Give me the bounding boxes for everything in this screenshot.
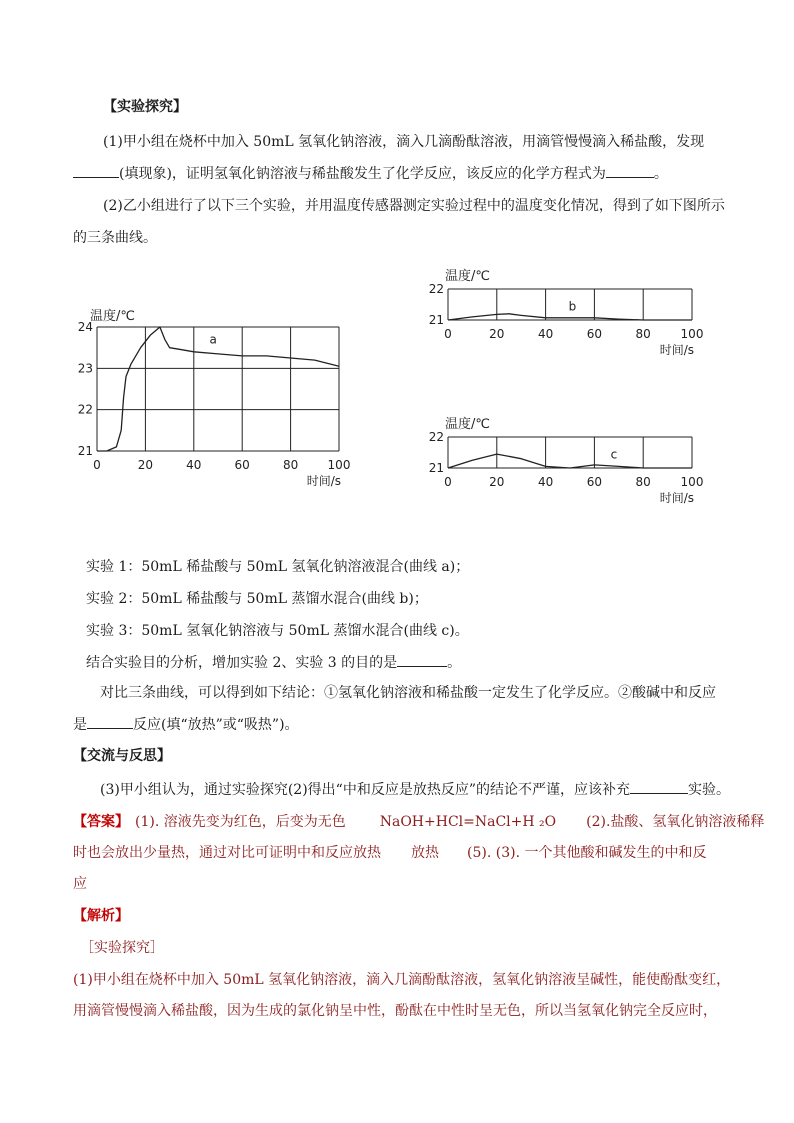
x-tick-label: 80 bbox=[635, 475, 651, 489]
x-axis-label: 时间/s bbox=[306, 474, 341, 488]
answer-part-1: (1). 溶液先变为红色，后变为无色 bbox=[135, 814, 346, 830]
curve-annotation: a bbox=[209, 332, 217, 347]
paragraph-3 bbox=[100, 779, 730, 800]
x-tick-label: 0 bbox=[93, 458, 101, 472]
conclusion-text: 是 bbox=[73, 717, 87, 733]
y-tick-label: 22 bbox=[428, 282, 444, 296]
analysis-section: ［实验探究］ bbox=[80, 940, 164, 956]
series-line-a bbox=[97, 327, 339, 451]
x-tick-label: 20 bbox=[489, 475, 505, 489]
y-tick-label: 21 bbox=[428, 461, 444, 475]
y-tick-label: 22 bbox=[77, 402, 93, 417]
x-tick-label: 100 bbox=[327, 458, 351, 472]
x-tick-label: 0 bbox=[444, 327, 452, 341]
paragraph-3-end: 实验。 bbox=[687, 782, 730, 798]
chart-curve-b bbox=[415, 262, 715, 392]
conclusion-end: 反应(填“放热”或“吸热”)。 bbox=[133, 717, 299, 733]
y-axis-label: 温度/℃ bbox=[445, 417, 490, 432]
x-tick-label: 60 bbox=[234, 458, 250, 472]
chart-curve-a bbox=[77, 300, 380, 500]
answer-blank bbox=[397, 652, 447, 667]
purpose-text: 结合实验目的分析，增加实验 2、实验 3 的目的是 bbox=[86, 655, 398, 671]
paragraph-2-line-2: 的三条曲线。 bbox=[73, 230, 157, 246]
conclusion-line-1: 对比三条曲线，可以得到如下结论：①氢氧化钠溶液和稀盐酸一定发生了化学反应。②酸碱中和反应 bbox=[100, 685, 716, 701]
x-axis-label: 时间/s bbox=[659, 491, 694, 505]
experiment-1: 实验 1：50mL 稀盐酸与 50mL 氢氧化钠溶液混合(曲线 a)； bbox=[86, 559, 470, 575]
paragraph-2-line-1: (2)乙小组进行了以下三个实验，并用温度传感器测定实验过程中的温度变化情况，得到了如下图所示 bbox=[103, 198, 725, 214]
answer-blank bbox=[630, 779, 688, 794]
analysis-line-1: (1)甲小组在烧杯中加入 50mL 氢氧化钠溶液，滴入几滴酚酞溶液，氢氧化钠溶液呈碱性，能使酚酞变红， bbox=[73, 972, 731, 988]
x-axis-label: 时间/s bbox=[659, 343, 694, 357]
x-tick-label: 40 bbox=[186, 458, 202, 472]
analysis-label: 【解析】 bbox=[73, 908, 129, 924]
section-experiment: 【实验探究】 bbox=[103, 99, 187, 115]
experiment-3: 实验 3：50mL 氢氧化钠溶液与 50mL 蒸馏水混合(曲线 c)。 bbox=[86, 623, 469, 639]
y-tick-label: 24 bbox=[77, 320, 93, 334]
curve-annotation: c bbox=[610, 447, 618, 462]
y-tick-label: 23 bbox=[77, 361, 93, 376]
y-tick-label: 21 bbox=[77, 444, 93, 458]
curve-annotation: b bbox=[568, 299, 577, 314]
x-tick-label: 80 bbox=[282, 458, 299, 472]
answer-label: 【答案】 bbox=[73, 814, 129, 830]
paragraph-1-end: 。 bbox=[653, 166, 668, 182]
answer-part-4: 放热 bbox=[411, 845, 439, 861]
answer-line-2 bbox=[73, 843, 706, 863]
y-tick-label: 22 bbox=[428, 430, 444, 444]
x-tick-label: 100 bbox=[680, 327, 704, 341]
answer-blank bbox=[73, 163, 119, 178]
x-tick-label: 40 bbox=[537, 475, 554, 489]
paragraph-1-text: (填现象)，证明氢氧化钠溶液与稀盐酸发生了化学反应，该反应的化学方程式为 bbox=[119, 166, 606, 182]
answer-part-2: (2).盐酸、氢氧化钠溶液稀释 bbox=[586, 814, 765, 830]
series-line-b bbox=[448, 314, 692, 320]
chart-curve-c bbox=[415, 410, 715, 540]
x-tick-label: 0 bbox=[444, 475, 452, 489]
x-tick-label: 60 bbox=[586, 475, 603, 489]
paragraph-3-text: (3)甲小组认为，通过实验探究(2)得出“中和反应是放热反应”的结论不严谨，应该补充 bbox=[100, 782, 630, 798]
x-tick-label: 20 bbox=[137, 458, 154, 472]
purpose-end: 。 bbox=[447, 655, 462, 671]
answer-line-3: 应 bbox=[73, 876, 87, 892]
answer-line-1 bbox=[73, 812, 764, 832]
y-tick-label: 21 bbox=[428, 313, 444, 327]
answer-part-3: 时也会放出少量热，通过对比可证明中和反应放热 bbox=[73, 845, 381, 861]
answer-part-5: (5). (3). 一个其他酸和碱发生的中和反 bbox=[467, 845, 707, 861]
purpose-line bbox=[86, 652, 461, 673]
answer-equation: NaOH+HCl=NaCl+H ₂O bbox=[379, 814, 557, 830]
paragraph-1-line-1: (1)甲小组在烧杯中加入 50mL 氢氧化钠溶液，滴入几滴酚酞溶液，用滴管慢慢滴入稀盐酸，发现 bbox=[103, 134, 705, 150]
answer-blank bbox=[87, 714, 133, 729]
experiment-2: 实验 2：50mL 稀盐酸与 50mL 蒸馏水混合(曲线 b)； bbox=[86, 591, 428, 607]
analysis-line-2: 用滴管慢慢滴入稀盐酸，因为生成的氯化钠呈中性，酚酞在中性时呈无色，所以当氢氧化钠完全反应时， bbox=[73, 1003, 717, 1019]
x-tick-label: 20 bbox=[489, 327, 505, 341]
x-tick-label: 40 bbox=[537, 327, 554, 341]
y-axis-label: 温度/℃ bbox=[90, 309, 135, 324]
conclusion-line-2 bbox=[73, 714, 299, 735]
section-reflect: 【交流与反思】 bbox=[73, 748, 171, 764]
y-axis-label: 温度/℃ bbox=[445, 269, 490, 284]
x-tick-label: 100 bbox=[680, 475, 704, 489]
series-line-c bbox=[448, 454, 692, 468]
x-tick-label: 60 bbox=[586, 327, 603, 341]
answer-blank bbox=[606, 163, 654, 178]
x-tick-label: 80 bbox=[635, 327, 651, 341]
paragraph-1-line-2 bbox=[73, 163, 668, 184]
